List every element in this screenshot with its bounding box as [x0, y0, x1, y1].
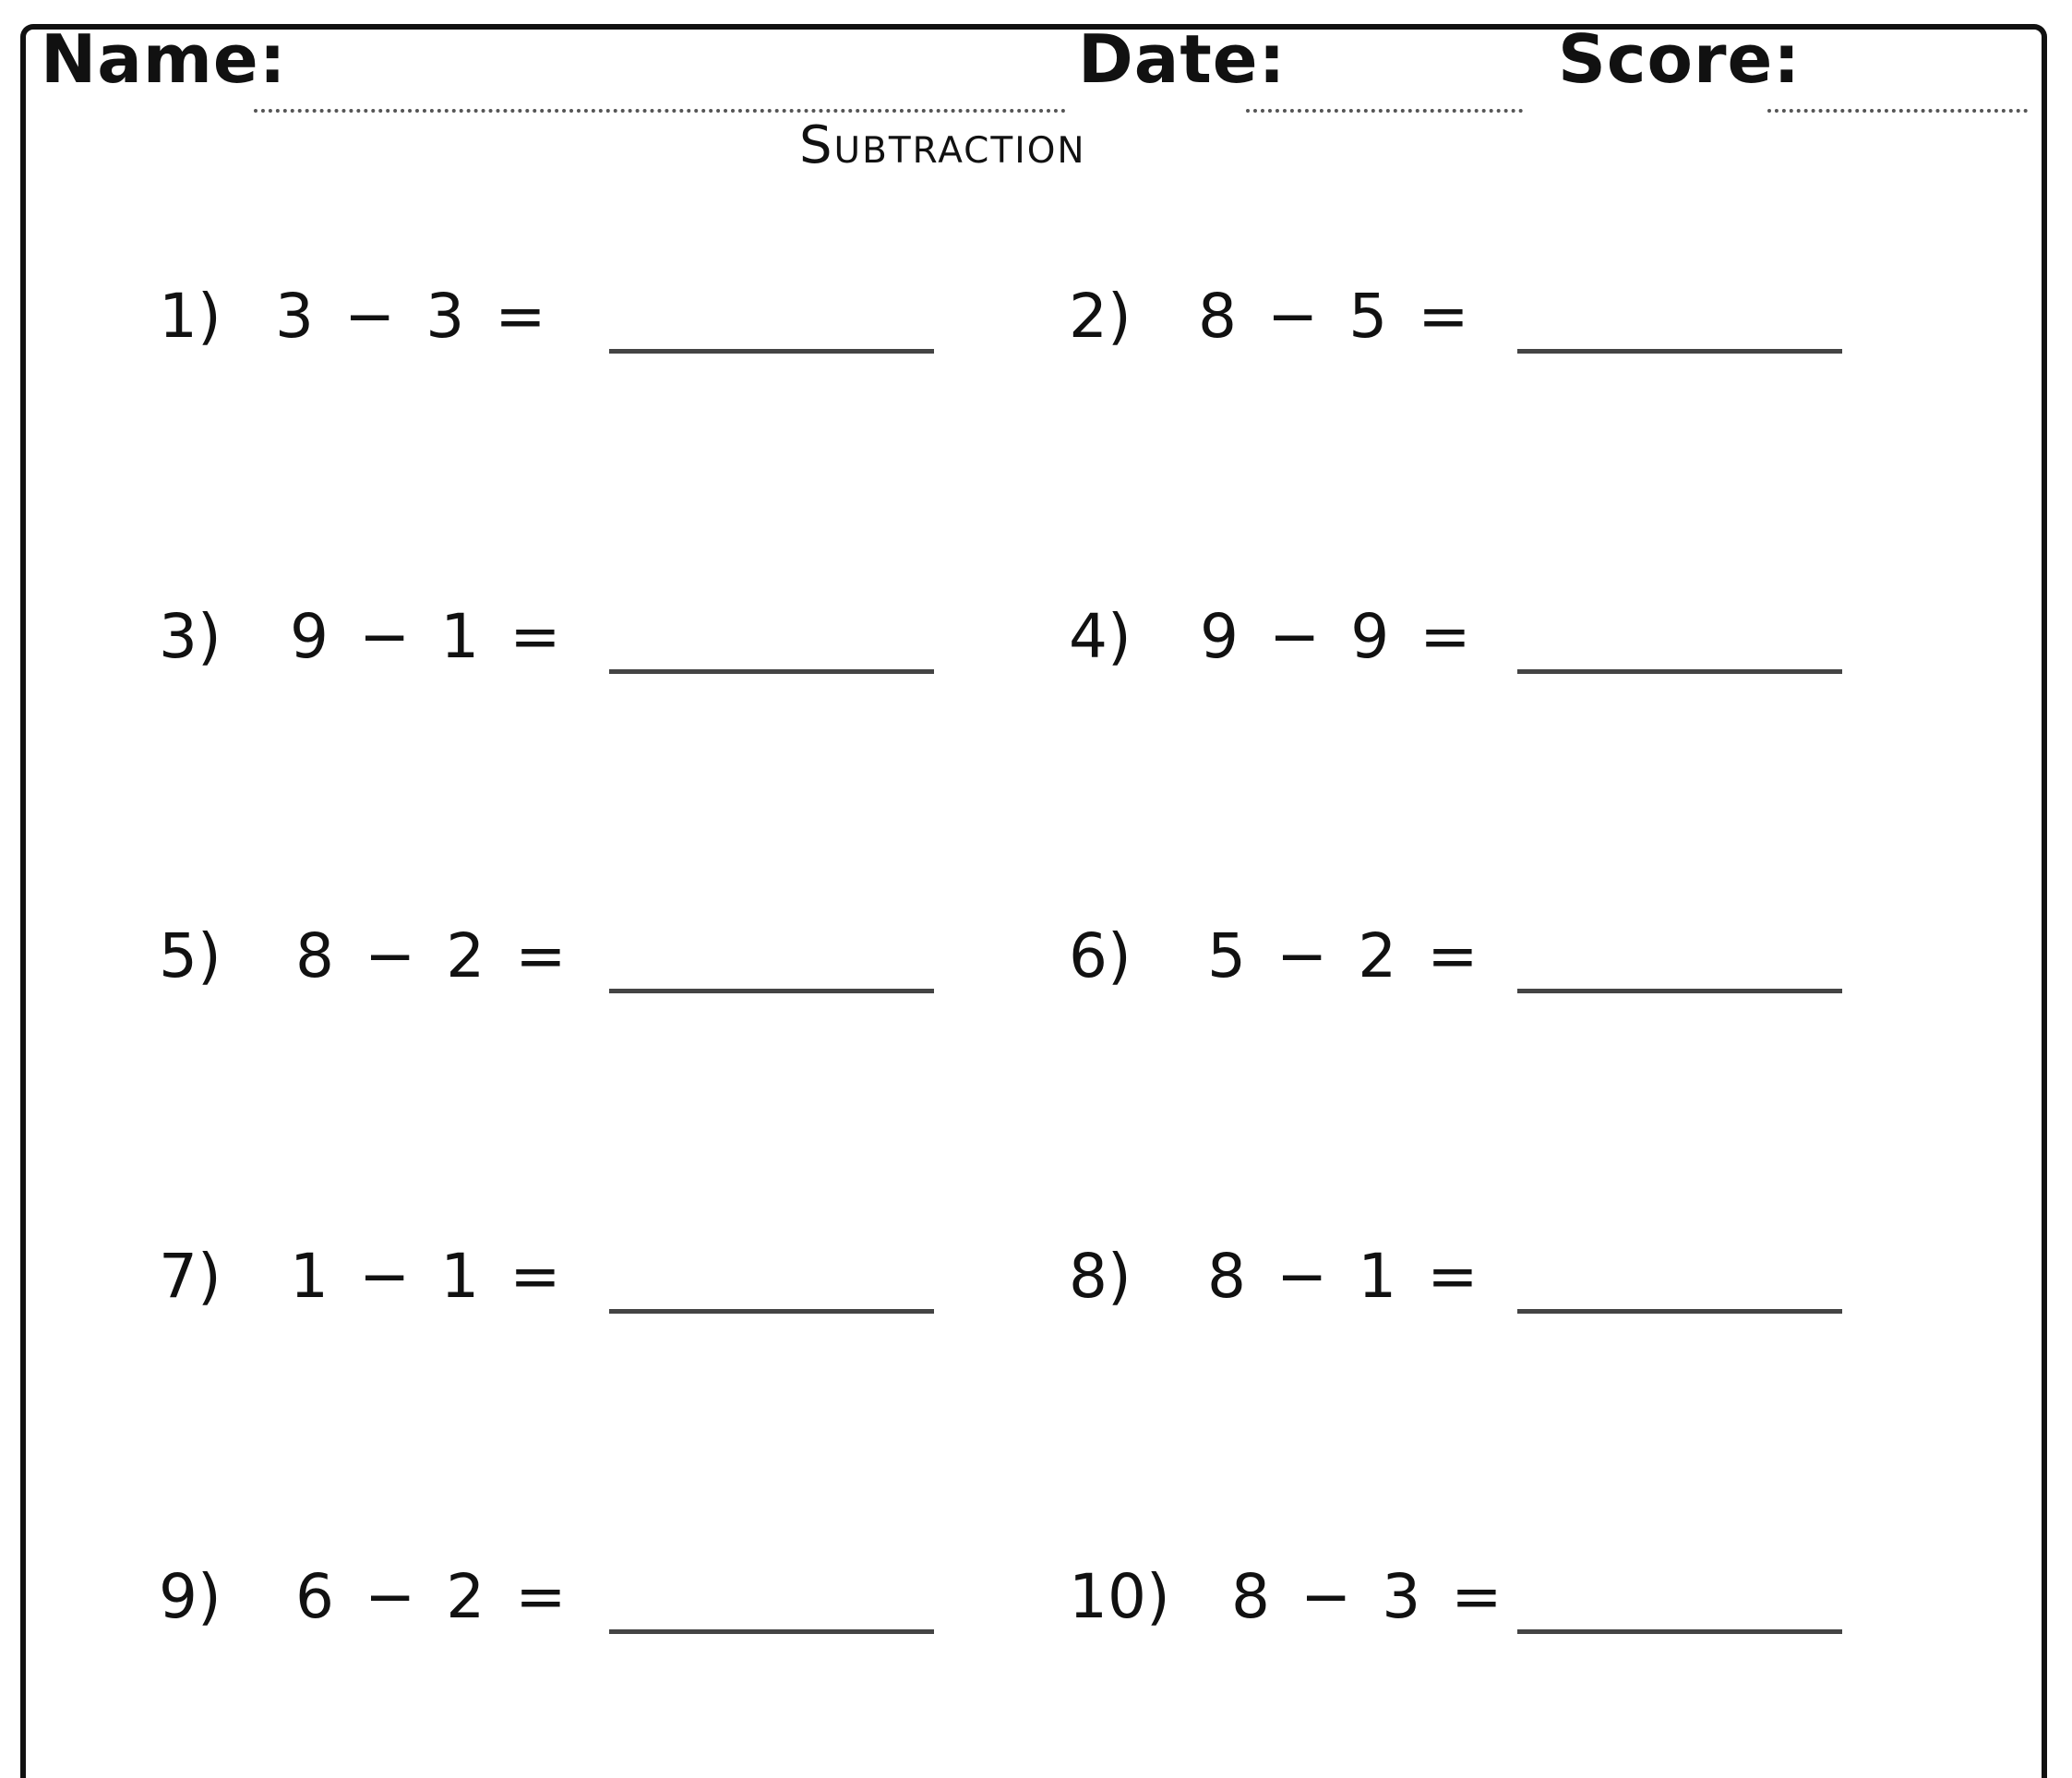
problem-number: 5)	[159, 920, 222, 991]
answer-blank[interactable]	[1517, 1629, 1842, 1634]
worksheet-title: Subtraction	[799, 115, 1086, 175]
score-label: Score:	[1558, 20, 1802, 98]
problem-expression: 6 − 2 =	[295, 1561, 572, 1632]
problem-number: 10)	[1069, 1561, 1170, 1632]
problem-number: 2)	[1069, 281, 1132, 352]
answer-blank[interactable]	[1517, 989, 1842, 993]
problem-number: 6)	[1069, 920, 1132, 991]
problem-number: 1)	[159, 281, 222, 352]
problem-expression: 1 − 1 =	[290, 1241, 567, 1312]
answer-blank[interactable]	[609, 1629, 934, 1634]
problem-number: 7)	[159, 1241, 222, 1312]
problem-expression: 9 − 1 =	[290, 601, 567, 672]
score-field[interactable]	[1767, 109, 2028, 113]
answer-blank[interactable]	[1517, 1309, 1842, 1314]
answer-blank[interactable]	[609, 349, 934, 354]
name-label: Name:	[41, 20, 287, 98]
answer-blank[interactable]	[1517, 669, 1842, 674]
date-field[interactable]	[1246, 109, 1523, 113]
problem-expression: 8 − 3 =	[1231, 1561, 1508, 1632]
name-field[interactable]	[254, 109, 1066, 113]
problem-expression: 8 − 1 =	[1207, 1241, 1484, 1312]
answer-blank[interactable]	[609, 1309, 934, 1314]
problem-number: 4)	[1069, 601, 1132, 672]
problem-expression: 3 − 3 =	[275, 281, 552, 352]
problem-number: 9)	[159, 1561, 222, 1632]
problem-expression: 8 − 2 =	[295, 920, 572, 991]
problem-expression: 5 − 2 =	[1207, 920, 1484, 991]
problem-expression: 9 − 9 =	[1200, 601, 1477, 672]
answer-blank[interactable]	[1517, 349, 1842, 354]
answer-blank[interactable]	[609, 669, 934, 674]
answer-blank[interactable]	[609, 989, 934, 993]
problem-expression: 8 − 5 =	[1198, 281, 1475, 352]
problem-number: 3)	[159, 601, 222, 672]
date-label: Date:	[1078, 20, 1287, 98]
problem-number: 8)	[1069, 1241, 1132, 1312]
